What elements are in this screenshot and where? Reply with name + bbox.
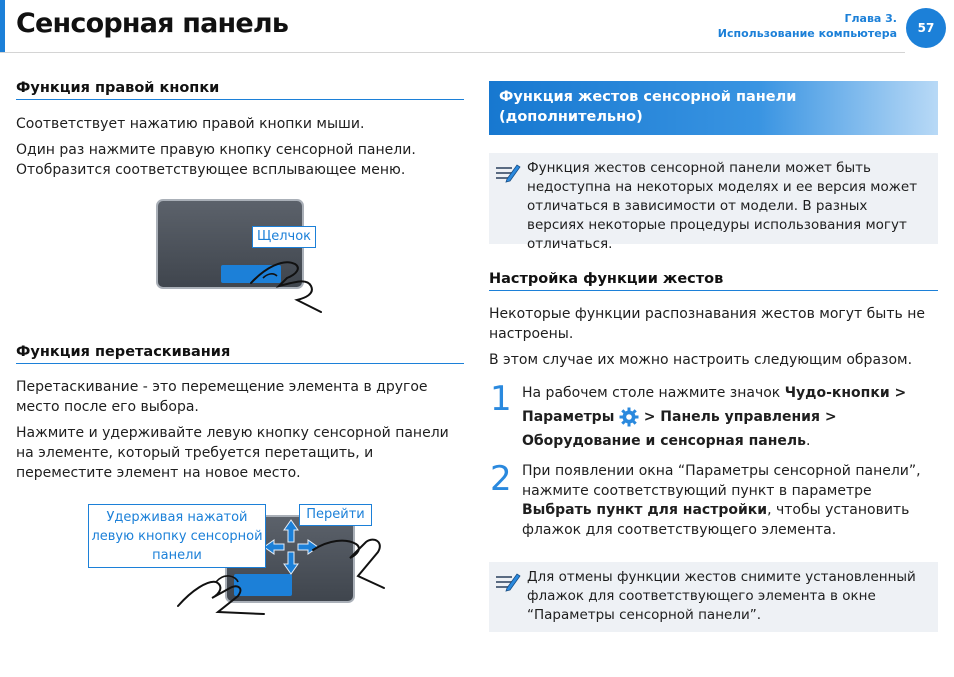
step-1-charms: Чудо-кнопки > [784, 385, 907, 401]
touchpad-click-image [155, 198, 330, 316]
right-click-section [16, 80, 464, 180]
go-callout: Перейти [299, 504, 372, 526]
note-1-text: Функция жестов сенсорной панели может быть недоступна на некоторых моделях и ее версия может отличаться в зависимости от модели. В разных версиях некоторые процедуры использования могут отличаться. [527, 160, 918, 252]
note-pencil-icon [495, 570, 521, 598]
hold-callout: Удерживая нажатой левую кнопку сенсорной панели [88, 504, 266, 568]
step-2-pre: При появлении окна “Параметры сенсорной панели”, нажмите соответствующий пункт в параметре [522, 463, 921, 499]
page-title: Сенсорная панель [16, 8, 289, 39]
header-divider [0, 52, 905, 53]
step-2-number: 2 [490, 459, 512, 499]
step-2-select-item: Выбрать пункт для настройки [522, 502, 768, 518]
chapter-label: Глава 3. [844, 12, 897, 25]
setup-p1: Некоторые функции распознавания жестов могут быть не настроены. [489, 306, 925, 342]
note-box-1 [489, 153, 938, 252]
right-click-heading: Функция правой кнопки [16, 80, 464, 100]
step-2 [522, 462, 938, 540]
drag-p2: Нажмите и удерживайте левую кнопку сенсорной панели на элементе, который требуется перетащить, и переместите элемент на новое место. [16, 425, 449, 481]
note-pencil-icon [495, 161, 521, 189]
drag-p1: Перетаскивание - это перемещение элемента в другое место после его выбора. [16, 379, 428, 415]
chapter-name: Использование компьютера [717, 27, 897, 40]
setup-heading: Настройка функции жестов [489, 271, 938, 291]
note-box-2 [489, 562, 938, 632]
page-number-badge: 57 [906, 8, 946, 48]
drag-illustration [88, 502, 398, 632]
settings-gear-icon [619, 407, 639, 427]
right-click-p1: Соответствует нажатию правой кнопки мыши. [16, 116, 365, 132]
note-2-text: Для отмены функции жестов снимите установленный флажок для соответствующего элемента в окне “Параметры сенсорной панели”. [527, 569, 916, 623]
click-callout: Щелчок [252, 226, 316, 248]
step-1 [522, 381, 942, 453]
gesture-section-header: Функция жестов сенсорной панели (дополнительно) [489, 81, 938, 135]
right-click-p2: Один раз нажмите правую кнопку сенсорной панели. Отобразится соответствующее всплывающее меню. [16, 142, 416, 178]
step-1-number: 1 [490, 379, 512, 419]
step-1-path: > Панель управления > Оборудование и сенсорная панель [522, 409, 837, 449]
step-1-pre: На рабочем столе нажмите значок [522, 385, 785, 401]
left-button-highlight [234, 574, 292, 596]
header-accent-bar [0, 0, 5, 52]
right-click-illustration [155, 198, 330, 316]
setup-section [489, 271, 938, 370]
step-1-settings: Параметры [522, 409, 615, 425]
drag-heading: Функция перетаскивания [16, 344, 464, 364]
setup-p2: В этом случае их можно настроить следующим образом. [489, 352, 913, 368]
drag-section [16, 344, 464, 483]
step-2-post: , чтобы установить флажок для соответствующего элемента. [522, 502, 910, 538]
chapter-info [718, 11, 897, 41]
step-1-end: . [806, 433, 811, 449]
